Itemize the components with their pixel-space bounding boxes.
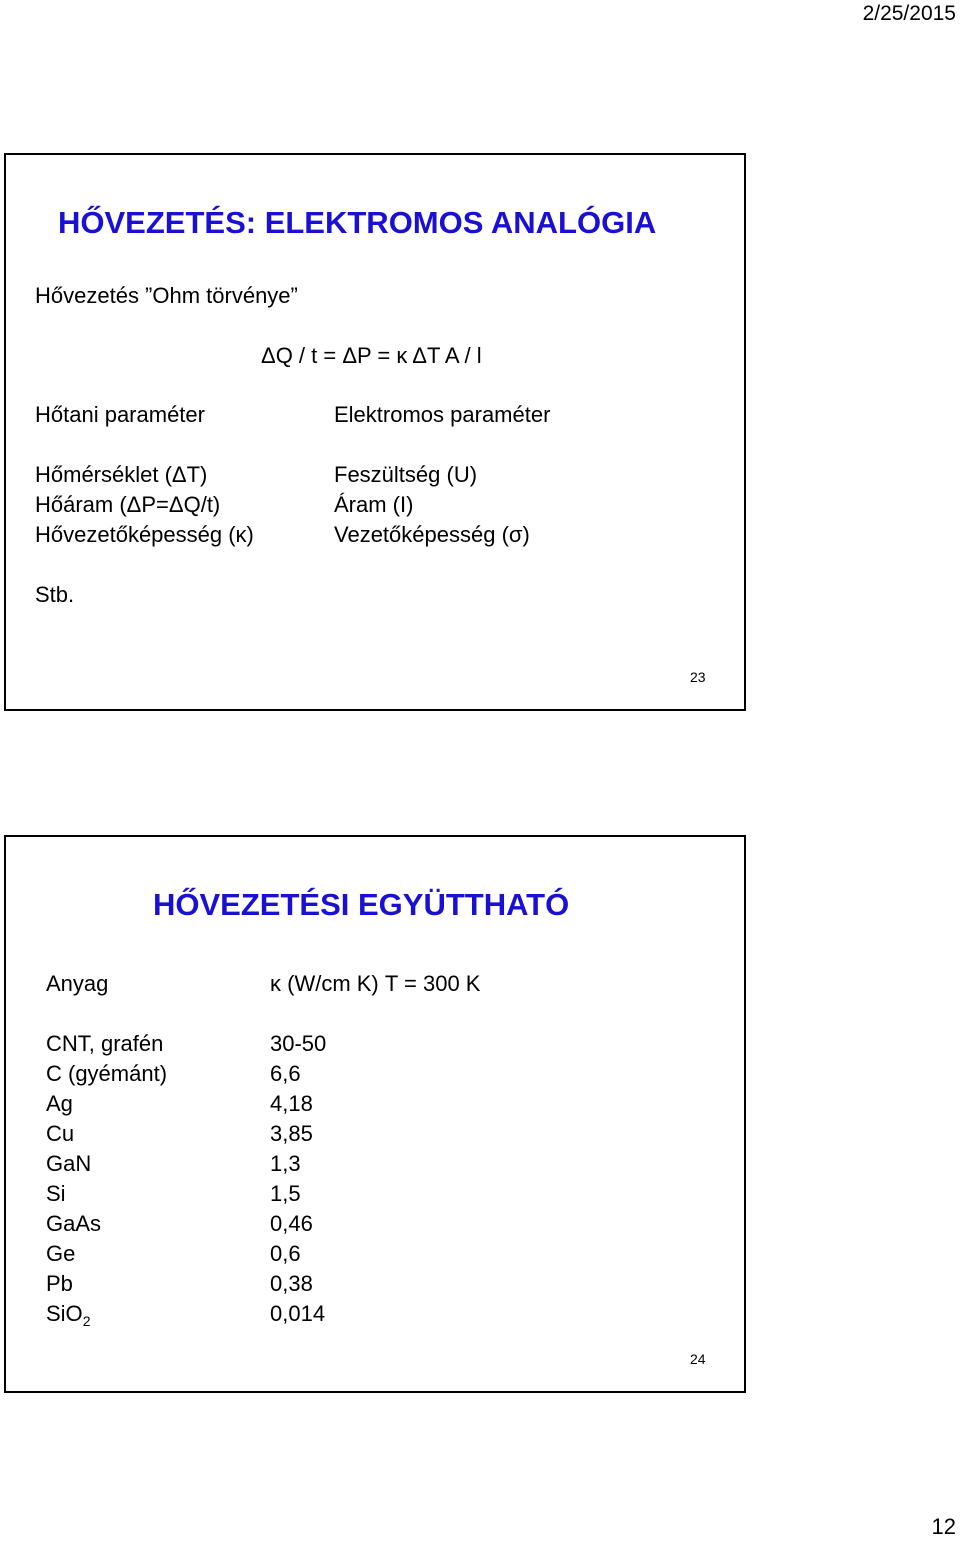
material-name: GaAs: [46, 1211, 102, 1236]
table-row: [46, 1059, 326, 1089]
conductivity-value: 6,6: [270, 1061, 301, 1086]
material-name: Ag: [46, 1091, 73, 1116]
table-row: [46, 1179, 326, 1209]
conductivity-value: 1,5: [270, 1181, 301, 1206]
conductivity-value: 0,46: [270, 1211, 313, 1236]
slide-23: [4, 153, 746, 711]
thermal-parameter-list: [35, 460, 254, 550]
conductivity-value: 30-50: [270, 1031, 327, 1056]
material-name: Ge: [46, 1241, 76, 1266]
page-date: 2/25/2015: [862, 2, 956, 25]
table-row: [46, 1089, 326, 1119]
slide-number: 24: [690, 1351, 706, 1367]
left-column-header: Hőtani paraméter: [35, 402, 205, 427]
table-row: [46, 1209, 326, 1239]
table-row: [46, 1119, 326, 1149]
material-name: Si: [46, 1181, 66, 1206]
table-row: [46, 1269, 326, 1299]
electrical-parameter-item: Áram (I): [334, 492, 414, 517]
material-name: CNT, grafén: [46, 1031, 164, 1056]
table-row: [46, 1239, 326, 1269]
thermal-parameter-item: Hőáram (ΔP=ΔQ/t): [35, 492, 221, 517]
page-number: 12: [931, 1514, 956, 1539]
table-row: [46, 1149, 326, 1179]
conductivity-value: 0,014: [270, 1301, 326, 1326]
formula: ΔQ / t = ΔP = κ ΔT A / l: [261, 343, 482, 368]
table-row: [46, 1299, 326, 1329]
thermal-parameter-item: Hőmérséklet (ΔT): [35, 462, 208, 487]
table-row: [46, 1029, 326, 1059]
conductivity-column-header: κ (W/cm K) T = 300 K: [270, 971, 481, 996]
slide-title: HŐVEZETÉS: ELEKTROMOS ANALÓGIA: [58, 205, 657, 240]
conductivity-value: 0,6: [270, 1241, 301, 1266]
conductivity-value: 4,18: [270, 1091, 313, 1116]
material-column-header: Anyag: [46, 971, 109, 996]
material-name: GaN: [46, 1151, 92, 1176]
slide-number: 23: [690, 669, 706, 685]
thermal-parameter-item: Hővezetőképesség (κ): [35, 522, 254, 547]
slide-subtitle: Hővezetés ”Ohm törvénye”: [35, 283, 298, 308]
material-name: Pb: [46, 1271, 73, 1296]
conductivity-value: 3,85: [270, 1121, 313, 1146]
electrical-parameter-item: Feszültség (U): [334, 462, 478, 487]
material-name: C (gyémánt): [46, 1061, 168, 1086]
slide-title: HŐVEZETÉSI EGYÜTTHATÓ: [153, 887, 570, 922]
etc-text: Stb.: [35, 582, 75, 607]
electrical-parameter-item: Vezetőképesség (σ): [334, 522, 530, 547]
conductivity-value: 0,38: [270, 1271, 313, 1296]
slide-24: [4, 835, 746, 1393]
material-formula-subscript: 2: [82, 1313, 91, 1329]
material-name: Cu: [46, 1121, 75, 1146]
right-column-header: Elektromos paraméter: [334, 402, 551, 427]
material-name: [46, 1299, 270, 1329]
electrical-parameter-list: [334, 460, 530, 550]
material-formula-base: SiO: [46, 1301, 83, 1326]
conductivity-table: [46, 1029, 326, 1329]
conductivity-value: 1,3: [270, 1151, 301, 1176]
